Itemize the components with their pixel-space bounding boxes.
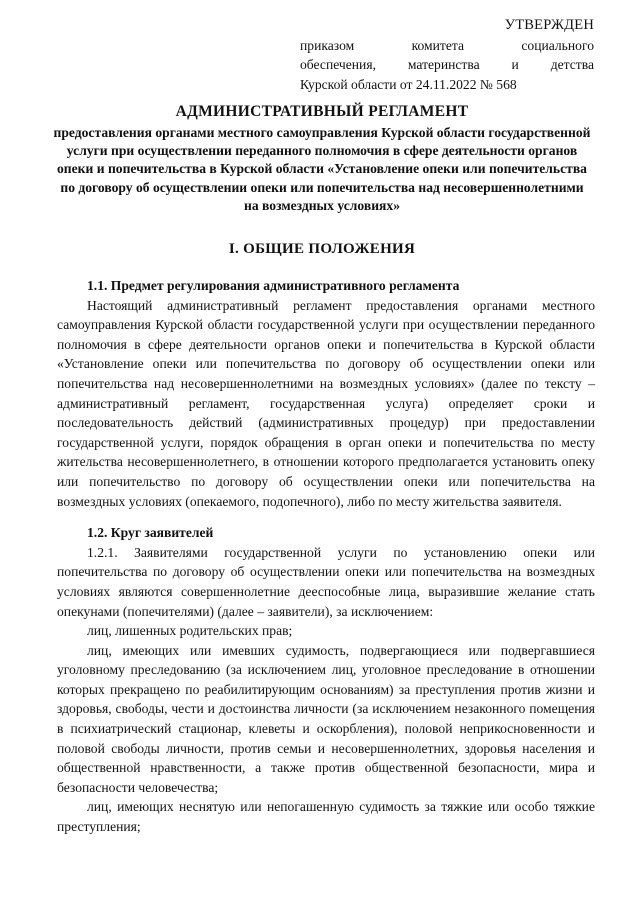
subsection-heading: 1.2. Круг заявителей xyxy=(87,525,214,541)
paragraph: 1.2.1. Заявителями государственной услуги по установлению опеки или попечительства по договору об осуществлении опеки или попечительства на возмездных условиях являются совершеннолетние дееспособные лица, выразившие желание стать опекунами (попечителями) (далее – заявители), за исключением: xyxy=(57,544,595,619)
subsection-heading: 1.1. Предмет регулирования административного регламента xyxy=(87,278,460,293)
approval-stamp xyxy=(300,16,594,94)
approved-label: УТВЕРЖДЕН xyxy=(504,17,594,33)
approval-line: приказом комитета социального xyxy=(300,37,594,53)
approval-line: Курской области от 24.11.2022 № 568 xyxy=(300,76,517,92)
document-title xyxy=(52,102,592,216)
approval-line: обеспечения, материнства и детства xyxy=(300,57,594,73)
document-body xyxy=(57,276,595,837)
list-item: лиц, имеющих или имевших судимость, подвергающиеся или подвергавшиеся уголовному преследованию (за исключением лиц, уголовное преследование в отношении которых прекращено по реабилитирующим основаниям) за преступления против жизни и здоровья, свободы, чести и достоинства личности (за исключением незаконного помещения в психиатрический стационар, клеветы и оскорбления), половой неприкосновенности и половой свободы личности, против семьи и несовершеннолетних, здоровья населения и общественной нравственности, а также против общественной безопасности, мира и безопасности человечества; xyxy=(57,642,595,795)
list-item: лиц, имеющих неснятую или непогашенную судимость за тяжкие или особо тяжкие преступления; xyxy=(57,799,595,835)
paragraph: Настоящий административный регламент предоставления органами местного самоуправления Курской области государственной услуги при осуществлении переданного полномочия в сфере деятельности органов опеки и попечительства в Курской области «Установление опеки или попечительства по договору об осуществлении опеки или попечительства над несовершеннолетними на возмездных условиях» (далее по тексту – административный регламент, государственная услуга) определяет сроки и последовательность действий (административных процедур) при предоставлении государственной услуги, порядок обращения в орган опеки и попечительства по месту жительства несовершеннолетнего, в отношении которого предполагается установить опеку или попечительство по договору об осуществлении опеки или попечительства на возмездных условиях (опекаемого, подопечного), либо по месту жительства заявителя. xyxy=(57,297,595,509)
section-title: I. ОБЩИЕ ПОЛОЖЕНИЯ xyxy=(228,241,416,257)
list-item: лиц, лишенных родительских прав; xyxy=(87,623,293,639)
title-main: АДМИНИСТРАТИВНЫЙ РЕГЛАМЕНТ xyxy=(175,103,469,120)
title-subtitle: предоставления органами местного самоуправления Курской области государственной услуги при осуществлении переданного полномочия в сфере деятельности органов опеки и попечительства в Курской области «Установление опеки или попечительства по договору об осуществлении опеки или попечительства над несовершеннолетними на возмездных условиях» xyxy=(53,124,591,214)
